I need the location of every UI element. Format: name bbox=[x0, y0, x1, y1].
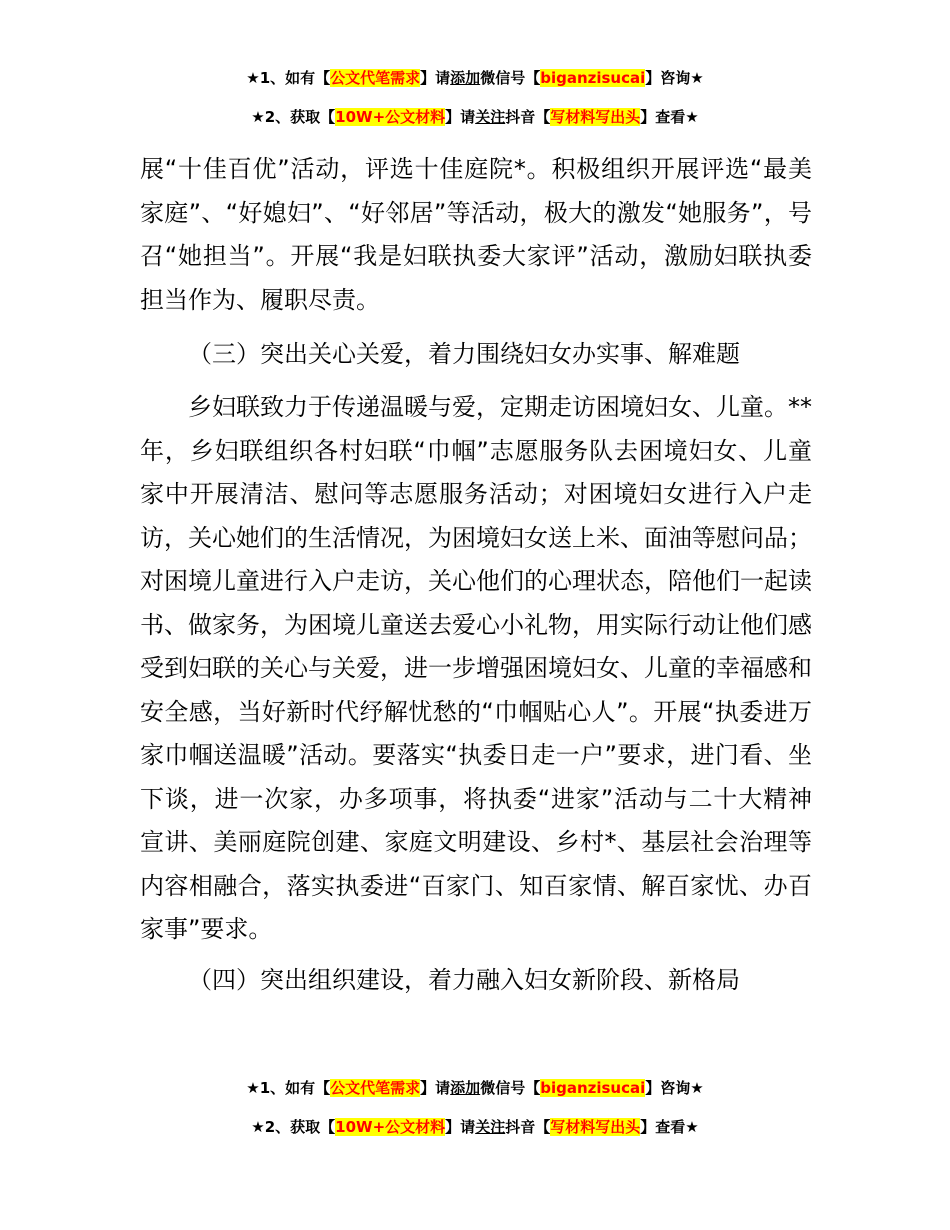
section-heading-3: （三）突出关心关爱，着力围绕妇女办实事、解难题 bbox=[188, 340, 740, 368]
header-banner-line2 bbox=[0, 107, 950, 127]
star-icon: ★ bbox=[690, 1079, 704, 1097]
banner-text: 】查看 bbox=[640, 108, 686, 126]
star-icon: ★ bbox=[246, 69, 260, 87]
highlight-wechat-id: biganzisucai bbox=[540, 1079, 646, 1097]
banner-text: 】请 bbox=[420, 69, 451, 87]
header-banner-line1 bbox=[0, 68, 950, 88]
banner-text: 】咨询 bbox=[645, 1079, 691, 1097]
banner-text: 】咨询 bbox=[645, 69, 691, 87]
star-icon: ★ bbox=[685, 108, 699, 126]
banner-text: 1、如有【 bbox=[259, 69, 331, 87]
section-heading-4: （四）突出组织建设，着力融入妇女新阶段、新格局 bbox=[188, 966, 740, 994]
highlight-douyin-id: 写材料写出头 bbox=[550, 108, 641, 126]
highlight-douyin-id: 写材料写出头 bbox=[550, 1118, 641, 1136]
underlined-add: 添加 bbox=[450, 69, 481, 87]
highlight-materials: 10W+公文材料 bbox=[335, 1118, 446, 1136]
paragraph-text: 展“十佳百优”活动，评选十佳庭院*。积极组织开展评选“最美家庭”、“好媳妇”、“好邻居”等活动，极大的激发“她服务”，号召“她担当”。开展“我是妇联执委大家评”活动，激励妇联执委担当作为、履职尽责。 bbox=[140, 155, 812, 314]
underlined-add: 添加 bbox=[450, 1079, 481, 1097]
highlight-service: 公文代笔需求 bbox=[330, 69, 421, 87]
footer-banner-line1 bbox=[0, 1078, 950, 1098]
banner-text: 抖音【 bbox=[505, 108, 551, 126]
banner-text: 微信号【 bbox=[480, 69, 541, 87]
star-icon: ★ bbox=[685, 1118, 699, 1136]
underlined-follow: 关注 bbox=[475, 108, 506, 126]
highlight-service: 公文代笔需求 bbox=[330, 1079, 421, 1097]
highlight-wechat-id: biganzisucai bbox=[540, 69, 646, 87]
banner-text: 2、获取【 bbox=[264, 1118, 336, 1136]
banner-text: 微信号【 bbox=[480, 1079, 541, 1097]
banner-text: 】请 bbox=[420, 1079, 451, 1097]
banner-text: 】请 bbox=[445, 1118, 476, 1136]
banner-text: 】请 bbox=[445, 108, 476, 126]
banner-text: 】查看 bbox=[640, 1118, 686, 1136]
star-icon: ★ bbox=[251, 1118, 265, 1136]
star-icon: ★ bbox=[246, 1079, 260, 1097]
underlined-follow: 关注 bbox=[475, 1118, 506, 1136]
banner-text: 2、获取【 bbox=[264, 108, 336, 126]
star-icon: ★ bbox=[251, 108, 265, 126]
banner-text: 抖音【 bbox=[505, 1118, 551, 1136]
highlight-materials: 10W+公文材料 bbox=[335, 108, 446, 126]
body-paragraph-2 bbox=[140, 386, 812, 952]
star-icon: ★ bbox=[690, 69, 704, 87]
body-paragraph-1 bbox=[140, 148, 812, 322]
footer-banner-line2 bbox=[0, 1117, 950, 1137]
banner-text: 1、如有【 bbox=[259, 1079, 331, 1097]
paragraph-text: 乡妇联致力于传递温暖与爱，定期走访困境妇女、儿童。**年，乡妇联组织各村妇联“巾帼”志愿服务队去困境妇女、儿童家中开展清洁、慰问等志愿服务活动；对困境妇女进行入户走访，关心她们的生活情况，为困境妇女送上米、面油等慰问品；对困境儿童进行入户走访，关心他们的心理状态，陪他们一起读书、做家务，为困境儿童送去爱心小礼物，用实际行动让他们感受到妇联的关心与关爱，进一步增强困境妇女、儿童的幸福感和安全感，当好新时代纾解忧愁的“巾帼贴心人”。开展“执委进万家巾帼送温暖”活动。要落实“执委日走一户”要求，进门看、坐下谈，进一次家，办多项事，将执委“进家”活动与二十大精神宣讲、美丽庭院创建、家庭文明建设、乡村*、基层社会治理等内容相融合，落实执委进“百家门、知百家情、解百家忧、办百家事”要求。 bbox=[140, 393, 812, 943]
